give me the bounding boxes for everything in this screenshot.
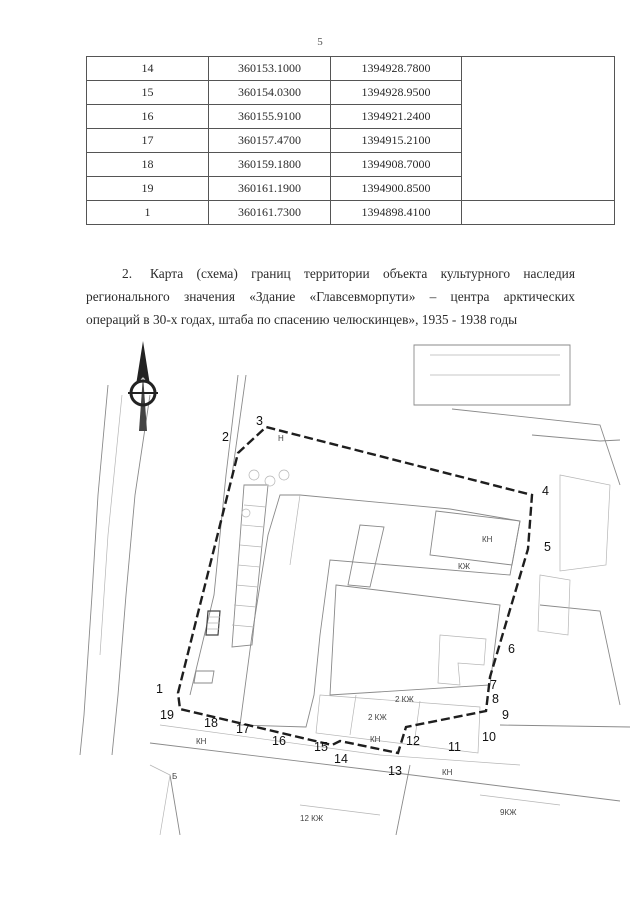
point-number-cell: 15: [87, 81, 209, 105]
point-label-1: 1: [156, 682, 163, 696]
page-number: 5: [317, 36, 323, 48]
y-coordinate-cell: 1394921.2400: [331, 105, 462, 129]
point-label-15: 15: [314, 740, 328, 754]
point-label-14: 14: [334, 752, 348, 766]
section-line-1: Карта (схема) границ территории объекта культурного наследия: [150, 266, 575, 281]
territory-boundary-map: [0, 335, 640, 835]
point-label-18: 18: [204, 716, 218, 730]
x-coordinate-cell: 360157.4700: [209, 129, 331, 153]
section-line-3: операций в 30-х годах, штаба по спасению челюскинцев», 1935 - 1938 годы: [86, 312, 518, 327]
section-paragraph: [86, 262, 575, 331]
x-coordinate-cell: 360161.7300: [209, 201, 331, 225]
point-label-13: 13: [388, 764, 402, 778]
building-label: Н: [278, 434, 284, 443]
building-label: 2 КЖ: [395, 695, 414, 704]
y-coordinate-cell: 1394900.8500: [331, 177, 462, 201]
north-arrow-icon: [128, 341, 158, 431]
interior-buildings: [194, 470, 520, 753]
point-number-cell: 14: [87, 57, 209, 81]
y-coordinate-cell: 1394915.2100: [331, 129, 462, 153]
x-coordinate-cell: 360155.9100: [209, 105, 331, 129]
x-coordinate-cell: 360154.0300: [209, 81, 331, 105]
point-label-8: 8: [492, 692, 499, 706]
point-number-cell: 18: [87, 153, 209, 177]
x-coordinate-cell: 360159.1800: [209, 153, 331, 177]
section-line-2: регионального значения «Здание «Главсевморпути» – центра арктических: [86, 289, 575, 304]
building-label: КЖ: [458, 562, 471, 571]
point-number-cell: 1: [87, 201, 209, 225]
merged-empty-cell: [462, 57, 615, 201]
territory-boundary-line: [178, 427, 532, 753]
point-label-3: 3: [256, 414, 263, 428]
coordinates-table: [86, 56, 615, 225]
boundary-point-labels: [156, 414, 551, 778]
building-label: 9КЖ: [500, 808, 517, 817]
y-coordinate-cell: 1394928.7800: [331, 57, 462, 81]
point-number-cell: 19: [87, 177, 209, 201]
y-coordinate-cell: 1394908.7000: [331, 153, 462, 177]
x-coordinate-cell: 360153.1000: [209, 57, 331, 81]
table-row: [87, 57, 615, 81]
building-label: Б: [172, 772, 178, 781]
y-coordinate-cell: 1394898.4100: [331, 201, 462, 225]
point-label-9: 9: [502, 708, 509, 722]
building-label: 2 КЖ: [368, 713, 387, 722]
point-label-12: 12: [406, 734, 420, 748]
point-label-11: 11: [448, 740, 461, 754]
y-coordinate-cell: 1394928.9500: [331, 81, 462, 105]
point-label-10: 10: [482, 730, 496, 744]
point-number-cell: 16: [87, 105, 209, 129]
point-label-16: 16: [272, 734, 286, 748]
point-label-4: 4: [542, 484, 549, 498]
section-number: 2.: [122, 266, 133, 281]
point-label-2: 2: [222, 430, 229, 444]
building-label: 12 КЖ: [300, 814, 324, 823]
surrounding-map-lines: [80, 345, 630, 835]
point-label-19: 19: [160, 708, 174, 722]
empty-cell: [462, 201, 615, 225]
point-number-cell: 17: [87, 129, 209, 153]
building-label: КН: [370, 735, 381, 744]
table-row: [87, 201, 615, 225]
point-label-17: 17: [236, 722, 250, 736]
building-label: КН: [442, 768, 453, 777]
point-label-5: 5: [544, 540, 551, 554]
building-label: КН: [482, 535, 493, 544]
x-coordinate-cell: 360161.1900: [209, 177, 331, 201]
point-label-6: 6: [508, 642, 515, 656]
point-label-7: 7: [490, 678, 497, 692]
building-label: КН: [196, 737, 207, 746]
